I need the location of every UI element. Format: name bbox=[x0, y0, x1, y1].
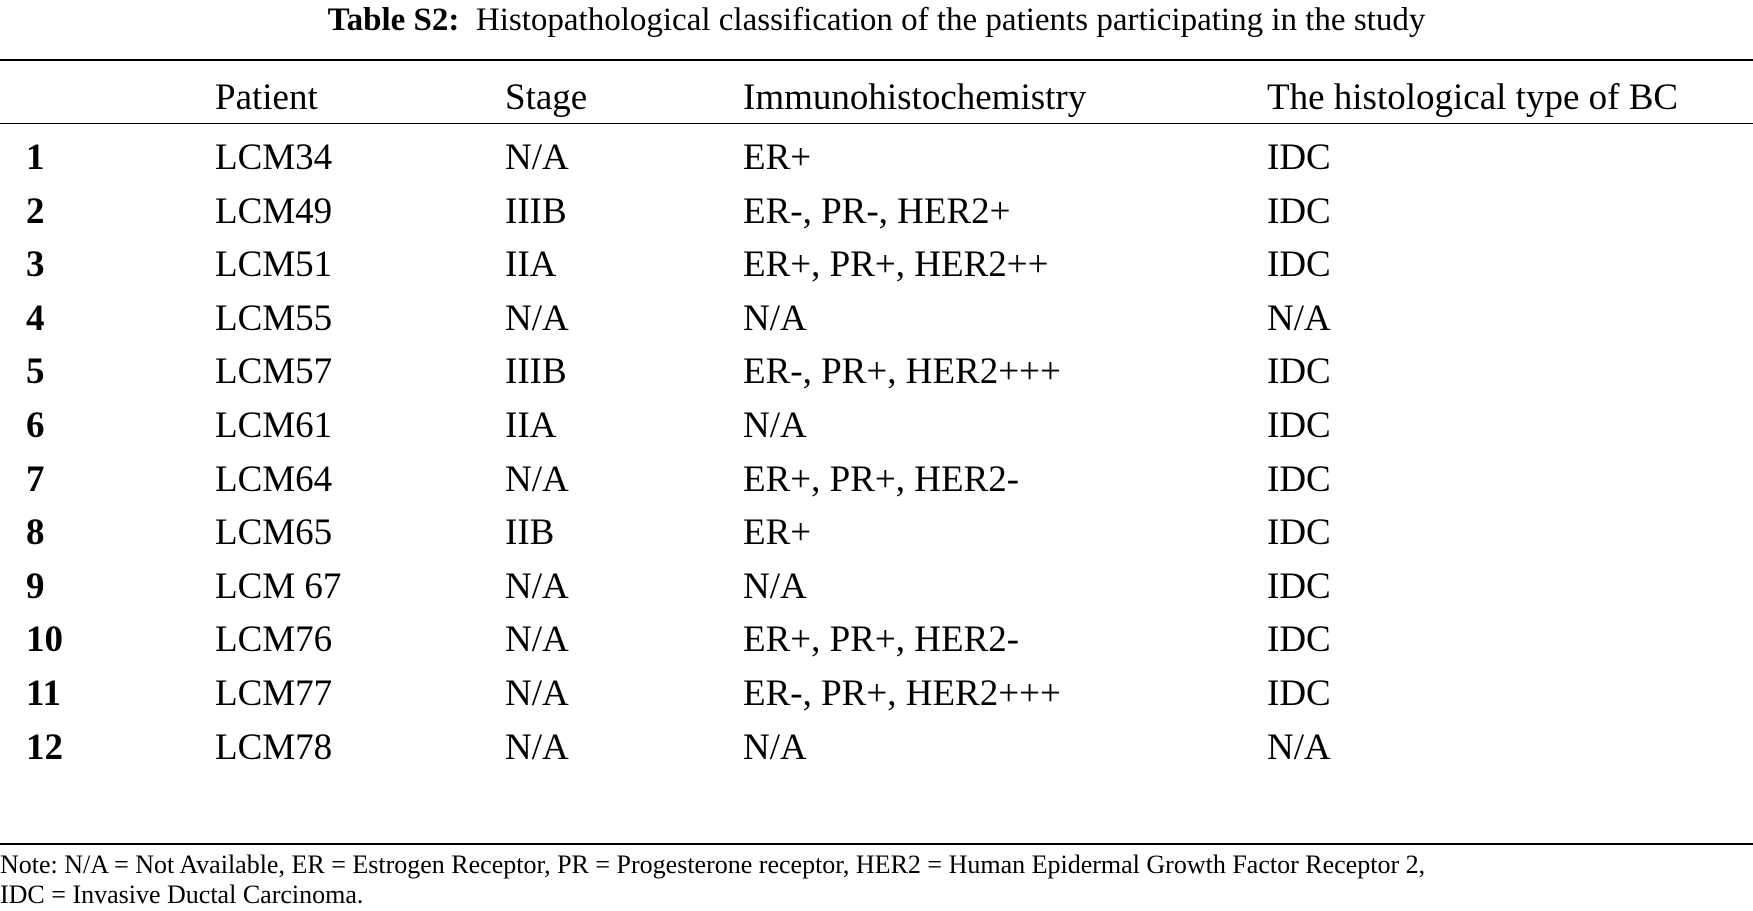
stage-cell: IIIB bbox=[505, 351, 567, 393]
patient-cell: LCM78 bbox=[215, 726, 333, 768]
immunohistochemistry-cell: ER-, PR+, HER2+++ bbox=[743, 673, 1061, 714]
stage-cell: N/A bbox=[505, 458, 569, 500]
histological-type-cell: IDC bbox=[1267, 190, 1331, 232]
table-note-line: Note: N/A = Not Available, ER = Estrogen Receptor, PR = Progesterone receptor, HER2 = Human Epidermal Growth Factor Receptor 2, bbox=[0, 850, 1426, 879]
stage-cell: IIIB bbox=[505, 190, 567, 232]
table-header-rule bbox=[0, 123, 1753, 124]
histological-type-cell: IDC bbox=[1267, 351, 1331, 393]
table-row bbox=[0, 618, 1753, 678]
immunohistochemistry-cell: ER-, PR+, HER2+++ bbox=[743, 351, 1061, 393]
immunohistochemistry-cell: N/A bbox=[743, 405, 807, 446]
histological-type-cell: IDC bbox=[1267, 137, 1331, 178]
table-row bbox=[0, 511, 1753, 571]
table-row bbox=[0, 726, 1753, 786]
immunohistochemistry-cell: N/A bbox=[743, 297, 807, 339]
immunohistochemistry-cell: ER+ bbox=[743, 512, 812, 554]
stage-cell: N/A bbox=[505, 726, 569, 768]
row-index: 4 bbox=[26, 297, 45, 339]
row-index: 7 bbox=[26, 458, 45, 500]
table-top-rule bbox=[0, 59, 1753, 61]
table-note-line: IDC = Invasive Ductal Carcinoma. bbox=[0, 880, 364, 909]
table-row bbox=[0, 190, 1753, 250]
table-row bbox=[0, 350, 1753, 410]
immunohistochemistry-cell: ER+ bbox=[743, 137, 812, 178]
patient-cell: LCM77 bbox=[215, 673, 333, 714]
stage-cell: N/A bbox=[505, 565, 569, 607]
row-index: 6 bbox=[26, 405, 45, 446]
immunohistochemistry-cell: N/A bbox=[743, 726, 807, 768]
row-index: 1 bbox=[26, 137, 45, 178]
table-row bbox=[0, 404, 1753, 464]
stage-cell: N/A bbox=[505, 137, 569, 178]
table-caption-label: Table S2: bbox=[327, 2, 460, 38]
stage-cell: IIA bbox=[505, 244, 557, 286]
histological-type-cell: N/A bbox=[1267, 726, 1331, 768]
stage-cell: N/A bbox=[505, 297, 569, 339]
immunohistochemistry-cell: N/A bbox=[743, 565, 807, 607]
patient-cell: LCM55 bbox=[215, 297, 333, 339]
histological-type-cell: IDC bbox=[1267, 458, 1331, 500]
histological-type-cell: IDC bbox=[1267, 244, 1331, 286]
header-immunohistochemistry: Immunohistochemistry bbox=[743, 77, 1087, 118]
patient-cell: LCM65 bbox=[215, 512, 333, 554]
table-row bbox=[0, 565, 1753, 625]
immunohistochemistry-cell: ER-, PR-, HER2+ bbox=[743, 190, 1011, 232]
stage-cell: N/A bbox=[505, 619, 569, 661]
table-body bbox=[0, 136, 1753, 836]
patient-cell: LCM64 bbox=[215, 458, 333, 500]
row-index: 12 bbox=[26, 726, 63, 768]
stage-cell: N/A bbox=[505, 673, 569, 714]
histological-type-cell: IDC bbox=[1267, 405, 1331, 446]
header-histological-type: The histological type of BC bbox=[1267, 77, 1679, 118]
table-row bbox=[0, 136, 1753, 196]
row-index: 9 bbox=[26, 565, 45, 607]
row-index: 5 bbox=[26, 351, 45, 393]
table-row bbox=[0, 243, 1753, 303]
histological-type-cell: N/A bbox=[1267, 297, 1331, 339]
table-caption-text: Histopathological classification of the patients participating in the study bbox=[475, 2, 1426, 38]
histological-type-cell: IDC bbox=[1267, 565, 1331, 607]
histological-type-cell: IDC bbox=[1267, 619, 1331, 661]
table-note bbox=[0, 850, 1753, 910]
table-row bbox=[0, 672, 1753, 732]
immunohistochemistry-cell: ER+, PR+, HER2- bbox=[743, 619, 1020, 661]
header-patient: Patient bbox=[215, 77, 318, 118]
row-index: 8 bbox=[26, 512, 45, 554]
table-row bbox=[0, 297, 1753, 357]
table-row bbox=[0, 458, 1753, 518]
histological-type-cell: IDC bbox=[1267, 673, 1331, 714]
patient-cell: LCM51 bbox=[215, 244, 333, 286]
row-index: 10 bbox=[26, 619, 63, 661]
row-index: 3 bbox=[26, 244, 45, 286]
table-caption bbox=[0, 0, 1753, 40]
stage-cell: IIA bbox=[505, 405, 557, 446]
patient-cell: LCM61 bbox=[215, 405, 333, 446]
immunohistochemistry-cell: ER+, PR+, HER2- bbox=[743, 458, 1020, 500]
patient-cell: LCM76 bbox=[215, 619, 333, 661]
patient-cell: LCM34 bbox=[215, 137, 333, 178]
patient-cell: LCM57 bbox=[215, 351, 333, 393]
histological-type-cell: IDC bbox=[1267, 512, 1331, 554]
immunohistochemistry-cell: ER+, PR+, HER2++ bbox=[743, 244, 1049, 286]
table-bottom-rule bbox=[0, 843, 1753, 845]
stage-cell: IIB bbox=[505, 512, 555, 554]
patient-cell: LCM49 bbox=[215, 190, 333, 232]
header-stage: Stage bbox=[505, 77, 588, 118]
row-index: 2 bbox=[26, 190, 45, 232]
row-index: 11 bbox=[26, 673, 61, 714]
patient-cell: LCM 67 bbox=[215, 565, 342, 607]
